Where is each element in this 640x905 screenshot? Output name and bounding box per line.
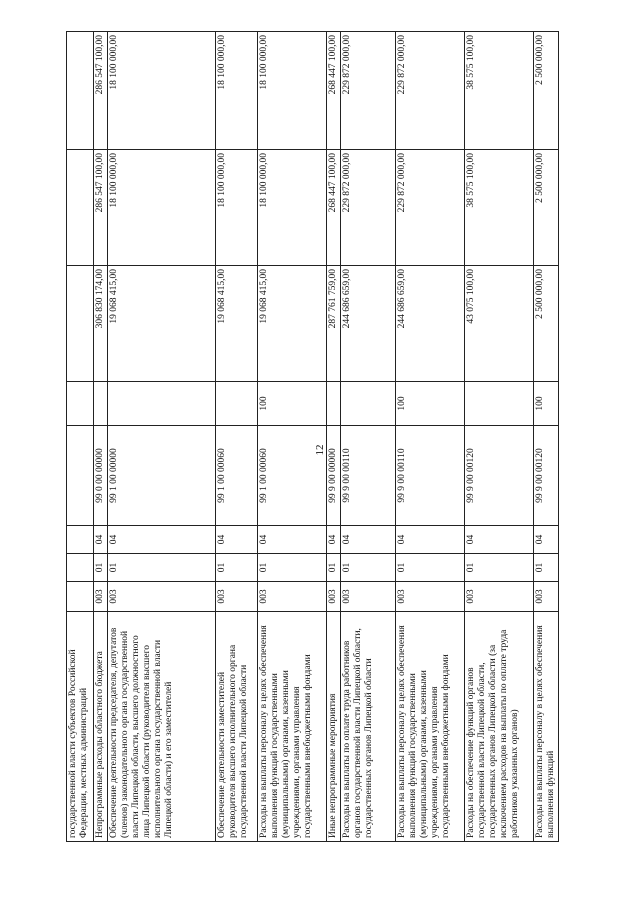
amount-year3-cell	[67, 32, 94, 150]
razdel-cell: 01	[326, 554, 340, 582]
csr-cell: 99 9 00 00110	[395, 426, 464, 526]
row-name-cell: Расходы на выплаты персоналу в целях обеспечения выполнения функций	[533, 612, 558, 842]
razdel-cell: 01	[107, 554, 215, 582]
podrazdel-cell: 04	[215, 526, 257, 554]
table-row	[326, 32, 340, 842]
razdel-cell: 01	[464, 554, 533, 582]
amount-year3-cell: 18 100 000,00	[107, 32, 215, 150]
vr-cell	[464, 382, 533, 426]
amount-year2-cell	[67, 150, 94, 266]
csr-cell: 99 1 00 00060	[215, 426, 257, 526]
amount-year3-cell: 229 872 000,00	[340, 32, 395, 150]
budget-table	[66, 31, 559, 842]
amount-year2-cell: 2 500 000,00	[533, 150, 558, 266]
csr-cell	[67, 426, 94, 526]
csr-cell: 99 9 00 00110	[340, 426, 395, 526]
glava-cell: 003	[107, 582, 215, 612]
podrazdel-cell: 04	[94, 526, 108, 554]
table-row	[257, 32, 326, 842]
amount-year3-cell: 38 575 100,00	[464, 32, 533, 150]
amount-year2-cell: 229 872 000,00	[395, 150, 464, 266]
podrazdel-cell: 04	[107, 526, 215, 554]
podrazdel-cell: 04	[533, 526, 558, 554]
row-name-cell: Расходы на выплаты персоналу в целях обеспечения выполнения функций государственными (муниципальными) органами, казенными учреждениями, органами управления государственными внебюджетными фондами	[395, 612, 464, 842]
amount-year3-cell: 18 100 000,00	[257, 32, 326, 150]
csr-cell: 99 9 00 00120	[464, 426, 533, 526]
csr-cell: 99 9 00 00120	[533, 426, 558, 526]
amount-year1-cell: 19 068 415,00	[215, 266, 257, 382]
vr-cell	[215, 382, 257, 426]
amount-year2-cell: 18 100 000,00	[215, 150, 257, 266]
amount-year1-cell: 244 686 659,00	[340, 266, 395, 382]
vr-cell	[107, 382, 215, 426]
csr-cell: 99 9 00 00000	[326, 426, 340, 526]
glava-cell: 003	[257, 582, 326, 612]
vr-cell	[326, 382, 340, 426]
glava-cell	[67, 582, 94, 612]
razdel-cell: 01	[94, 554, 108, 582]
amount-year1-cell	[67, 266, 94, 382]
row-name-cell: Расходы на обеспечение функций органов государственной власти Липецкой области, государственных органов Липецкой области (за исключением расходов на выплаты по оплате труда работников указанных органов)	[464, 612, 533, 842]
podrazdel-cell: 04	[340, 526, 395, 554]
csr-cell: 99 1 00 00060	[257, 426, 326, 526]
glava-cell: 003	[326, 582, 340, 612]
row-name-cell: Обеспечение деятельности председателя, депутатов (членов) законодательного органа государственной власти Липецкой области, высшего должностного лица Липецкой области (руководителя высшего исполнительного органа государственной власти Липецкой области) и его заместителей	[107, 612, 215, 842]
table-row	[67, 32, 94, 842]
amount-year1-cell: 2 500 000,00	[533, 266, 558, 382]
csr-cell: 99 1 00 00000	[107, 426, 215, 526]
amount-year2-cell: 18 100 000,00	[257, 150, 326, 266]
glava-cell: 003	[395, 582, 464, 612]
podrazdel-cell: 04	[395, 526, 464, 554]
glava-cell: 003	[340, 582, 395, 612]
csr-cell: 99 0 00 00000	[94, 426, 108, 526]
page-number: 12	[314, 444, 326, 456]
glava-cell: 003	[464, 582, 533, 612]
table-row	[94, 32, 108, 842]
row-name-cell: государственной власти субъектов Российской Федерации, местных администраций	[67, 612, 94, 842]
podrazdel-cell: 04	[464, 526, 533, 554]
amount-year2-cell: 18 100 000,00	[107, 150, 215, 266]
amount-year3-cell: 18 100 000,00	[215, 32, 257, 150]
amount-year3-cell: 268 447 100,00	[326, 32, 340, 150]
amount-year2-cell: 268 447 100,00	[326, 150, 340, 266]
amount-year1-cell: 19 068 415,00	[107, 266, 215, 382]
table-body	[67, 32, 559, 842]
vr-cell: 100	[395, 382, 464, 426]
vr-cell	[67, 382, 94, 426]
table-row	[107, 32, 215, 842]
amount-year2-cell: 229 872 000,00	[340, 150, 395, 266]
vr-cell: 100	[257, 382, 326, 426]
razdel-cell: 01	[533, 554, 558, 582]
amount-year1-cell: 306 830 174,00	[94, 266, 108, 382]
razdel-cell	[67, 554, 94, 582]
table-row	[464, 32, 533, 842]
row-name-cell: Иные непрограммные мероприятия	[326, 612, 340, 842]
table-row	[215, 32, 257, 842]
glava-cell: 003	[94, 582, 108, 612]
row-name-cell: Обеспечение деятельности заместителей руководителя высшего исполнительного органа государственной власти Липецкой области	[215, 612, 257, 842]
table-row	[395, 32, 464, 842]
amount-year1-cell: 244 686 659,00	[395, 266, 464, 382]
amount-year3-cell: 2 500 000,00	[533, 32, 558, 150]
table-row	[533, 32, 558, 842]
row-name-cell: Расходы на выплаты персоналу в целях обеспечения выполнения функций государственными (муниципальными) органами, казенными учреждениями, органами управления государственными внебюджетными фондами	[257, 612, 326, 842]
amount-year2-cell: 286 547 100,00	[94, 150, 108, 266]
row-name-cell: Непрограммные расходы областного бюджета	[94, 612, 108, 842]
razdel-cell: 01	[395, 554, 464, 582]
table-row	[340, 32, 395, 842]
razdel-cell: 01	[340, 554, 395, 582]
amount-year1-cell: 287 761 759,00	[326, 266, 340, 382]
budget-table-container	[66, 32, 556, 842]
vr-cell	[340, 382, 395, 426]
glava-cell: 003	[533, 582, 558, 612]
amount-year3-cell: 229 872 000,00	[395, 32, 464, 150]
glava-cell: 003	[215, 582, 257, 612]
amount-year3-cell: 286 547 100,00	[94, 32, 108, 150]
podrazdel-cell: 04	[257, 526, 326, 554]
podrazdel-cell	[67, 526, 94, 554]
razdel-cell: 01	[257, 554, 326, 582]
podrazdel-cell: 04	[326, 526, 340, 554]
amount-year1-cell: 19 068 415,00	[257, 266, 326, 382]
row-name-cell: Расходы на выплаты по оплате труда работников органов государственной власти Липецкой области, государственных органов Липецкой области	[340, 612, 395, 842]
vr-cell: 100	[533, 382, 558, 426]
vr-cell	[94, 382, 108, 426]
razdel-cell: 01	[215, 554, 257, 582]
amount-year1-cell: 43 075 100,00	[464, 266, 533, 382]
amount-year2-cell: 38 575 100,00	[464, 150, 533, 266]
